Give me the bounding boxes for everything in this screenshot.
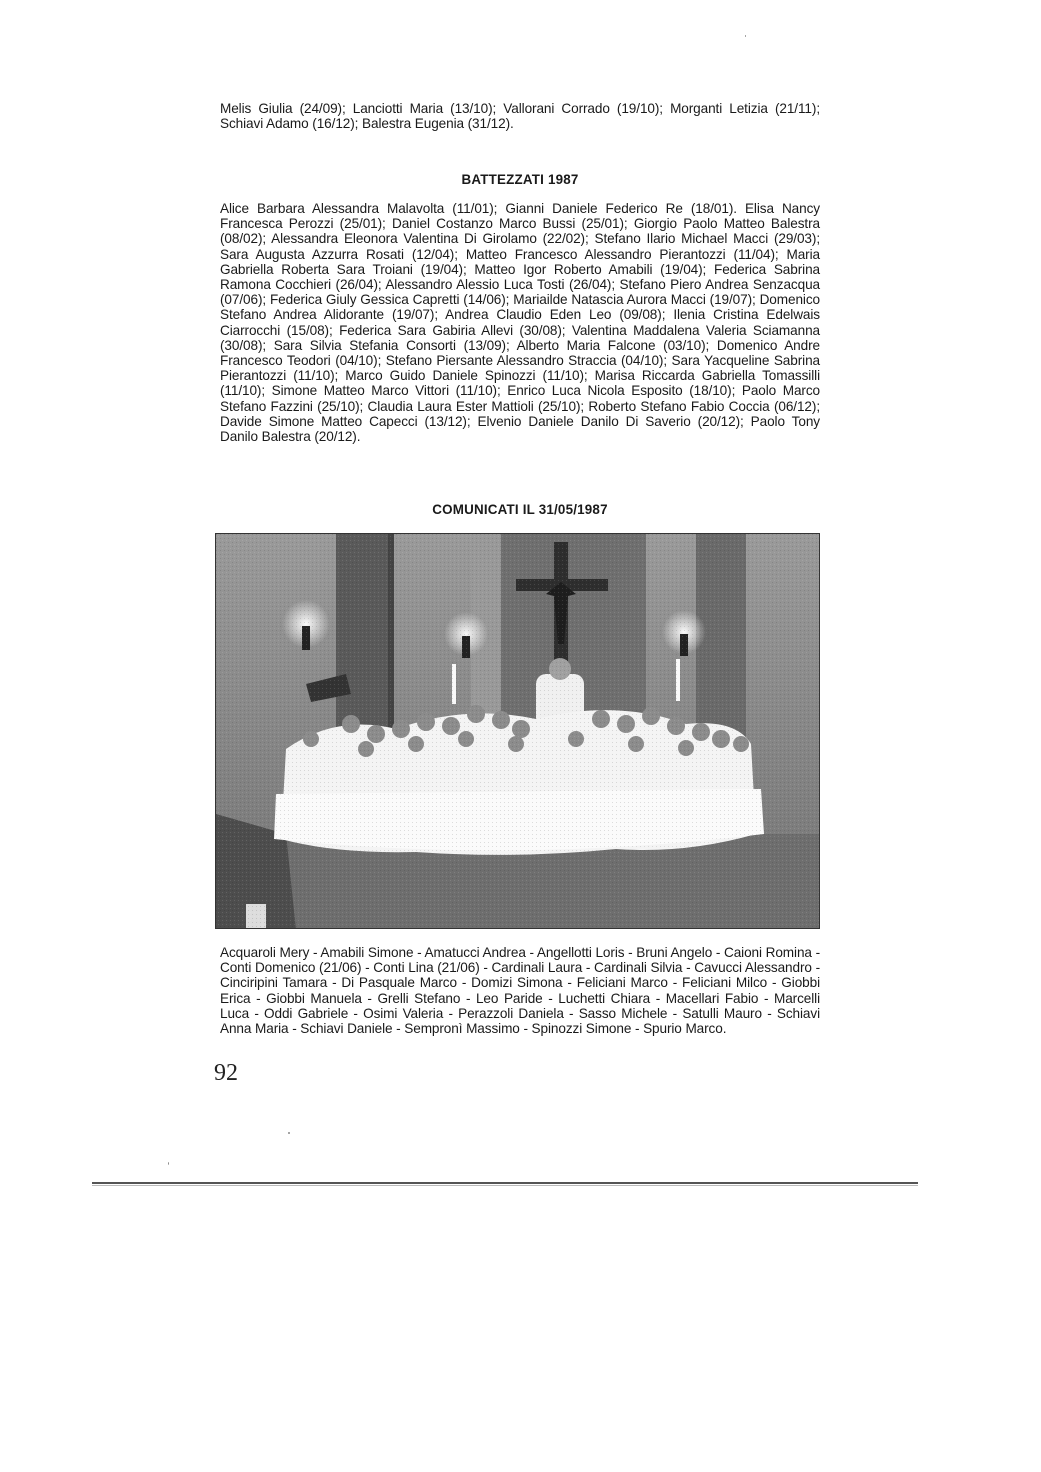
top-paragraph-text: Melis Giulia (24/09); Lanciotti Maria (13/10); Vallorani Corrado (19/10); Morganti Letizia (21/11); Schiavi Adamo (16/12); Balestra Eugenia (31/12). [220, 101, 820, 132]
scan-speck [168, 1162, 169, 1165]
group-photo-illustration [216, 534, 820, 929]
battezzati-paragraph-text: Alice Barbara Alessandra Malavolta (11/01); Gianni Daniele Federico Re (18/01). Elisa Nancy Francesca Perozzi (25/01); Daniel Costanzo Marco Bussi (25/01); Giorgio Paolo Matteo Balestra (08/02); Alessandra Eleonora Valentina Di Girolamo (22/02); Stefano Ilario Michael Macci (29/03); Sara Augusta Azzurra Rosati (12/04); Matteo Francesco Alessandro Pierantozzi (11/04); Maria Gabriella Roberta Sara Troiani (19/04); Matteo Igor Roberto Amabili (19/04); Federica Sabrina Ramona Cocchieri (26/04); Alessandro Alessio Luca Tosti (26/04); Stefano Piero Andrea Senzacqua (07/06); Federica Giuly Gessica Capretti (14/06); Mariailde Natascia Aurora Macci (19/07); Domenico Stefano Andrea Alidorante (19/07); Andrea Claudio Eden Leo (09/08); Ilenia Cristina Edelwais Ciarrocchi (15/08); Federica Sara Gabiria Allevi (30/08); Valentina Maddalena Valeria Sciamanna (30/08); Sara Silvia Stefania Consorti (13/09); Alberto Maria Falcone (03/10); Domenico Andre Francesco Teodori (04/10); Stefano Piersante Alessandro Straccia (04/10); Sara Yacqueline Sabrina Pierantozzi (11/10); Marco Guido Daniele Spinozzi (11/10); Marisa Riccarda Gabriella Tomassilli (11/10); Simone Matteo Marco Vittori (11/10); Enrico Luca Nicola Esposito (18/10); Paolo Marco Stefano Fazzini (25/10); Claudia Laura Ester Mattioli (25/10); Roberto Stefano Fabio Coccia (06/12); Davide Simone Matteo Capecci (13/12); Elvenio Daniele Danilo Di Saverio (20/12); Paolo Tony Danilo Balestra (20/12). [220, 201, 820, 445]
battezzati-paragraph [220, 201, 820, 444]
scan-speck [288, 1132, 290, 1134]
scan-speck [745, 35, 746, 37]
group-photo [215, 533, 820, 929]
bottom-rule-shadow [92, 1185, 918, 1186]
comunicati-names [220, 945, 820, 1036]
comunicati-names-text: Acquaroli Mery - Amabili Simone - Amatucci Andrea - Angellotti Loris - Bruni Angelo - Caioni Romina - Conti Domenico (21/06) - Conti Lina (21/06) - Cardinali Laura - Cardinali Silvia - Cavucci Alessandro - Cinciripini Tamara - Di Pasquale Marco - Domizi Simona - Feliciani Marco - Feliciani Milco - Giobbi Erica - Giobbi Manuela - Grelli Stefano - Leo Paride - Luchetti Chiara - Macellari Fabio - Marcelli Luca - Oddi Gabriele - Osimi Valeria - Perazzoli Daniela - Sasso Michele - Satulli Mauro - Schiavi Anna Maria - Schiavi Daniele - Sempronì Massimo - Spinozzi Simone - Spurio Marco. [220, 945, 820, 1037]
battezzati-heading: BATTEZZATI 1987 [461, 172, 579, 187]
comunicati-heading: COMUNICATI IL 31/05/1987 [432, 502, 608, 517]
page-number: 92 [214, 1060, 238, 1086]
top-paragraph [220, 101, 820, 131]
photo-grain-overlay [216, 534, 820, 929]
bottom-rule [92, 1182, 918, 1184]
